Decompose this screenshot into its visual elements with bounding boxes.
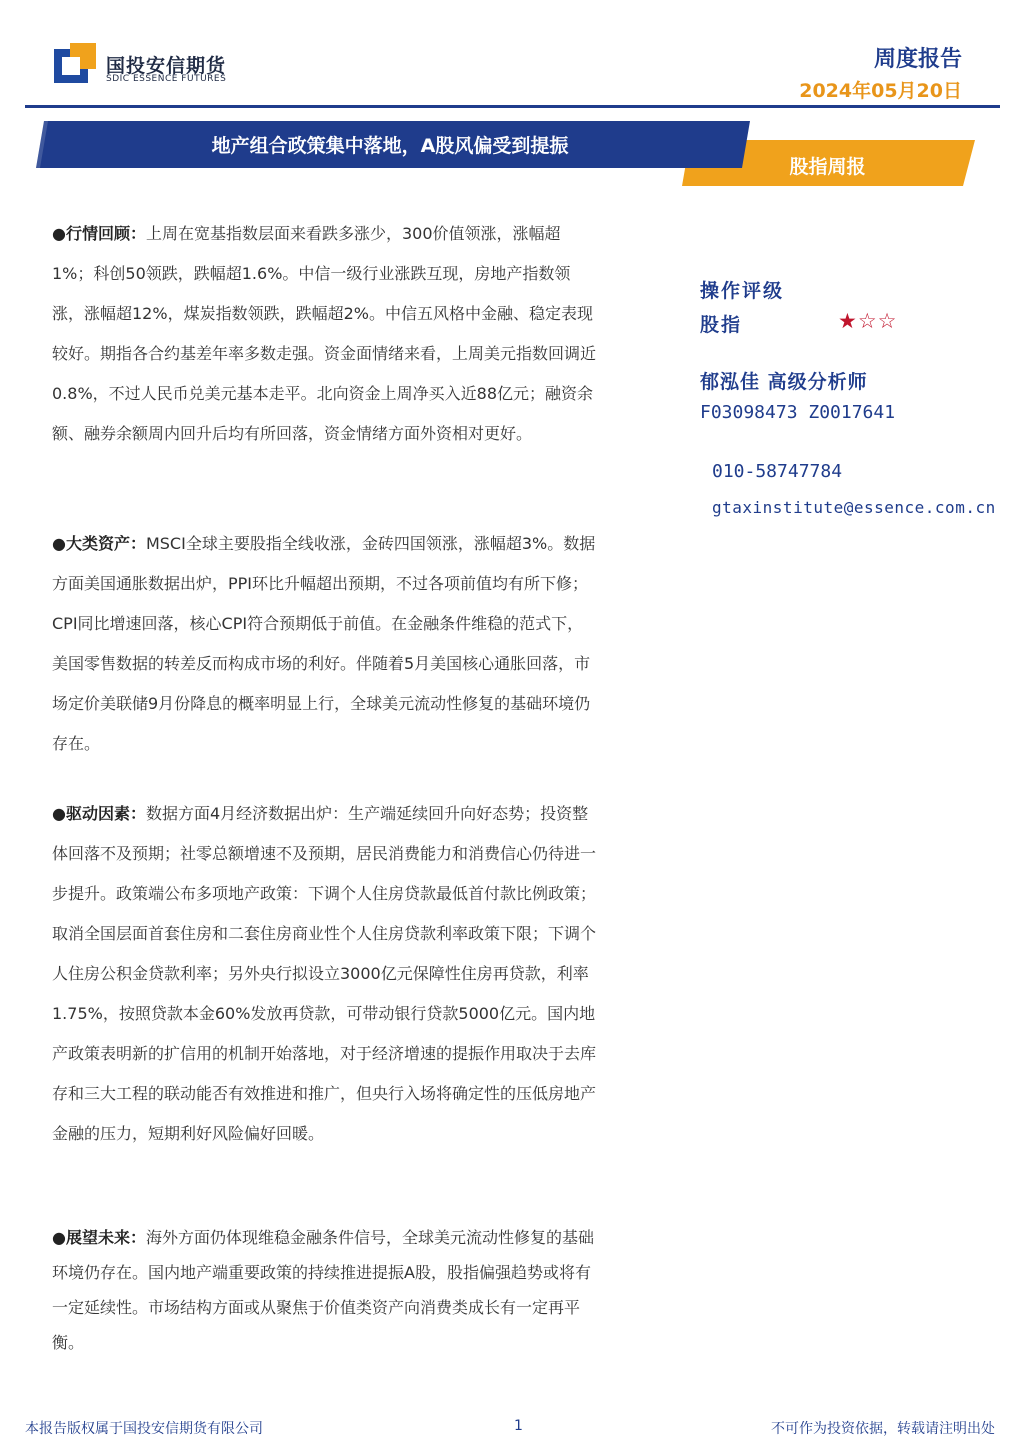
company-logo-icon bbox=[54, 43, 96, 83]
report-type: 周度报告 bbox=[873, 47, 962, 72]
section-body: 数据方面4月经济数据出炉：生产端延续回升向好态势；投资整体回落不及预期；社零总额增速不及预期，居民消费能力和消费信心仍待进一步提升。政策端公布多项地产政策：下调个人住房贷款最低首付款比例政策；取消全国层面首套住房和二套住房商业性个人住房贷款利率政策下限；下调个人住房公积金贷款利率；另外央行拟设立3000亿元保障性住房再贷款，利率1.75%，按照贷款本金60%发放再贷款，可带动银行贷款5000亿元。国内地产政策表明新的扩信用的机制开始落地，对于经济增速的提振作用取决于去库存和三大工程的联动能否有效推进和推广，但央行入场将确定性的压低房地产金融的压力，短期利好风险偏好回暖。 bbox=[52, 804, 597, 1143]
section-market-review bbox=[52, 214, 597, 454]
rating-stars: ★☆☆ bbox=[838, 309, 898, 333]
section-outlook bbox=[52, 1220, 597, 1360]
section-heading: ●展望未来： bbox=[52, 1228, 146, 1247]
section-body: MSCI全球主要股指全线收涨，金砖四国领涨，涨幅超3%。数据方面美国通胀数据出炉，PPI环比升幅超出预期，不过各项前值均有所下修；CPI同比增速回落，核心CPI符合预期低于前值。在金融条件维稳的范式下，美国零售数据的转差反而构成市场的利好。伴随着5月美国核心通胀回落，市场定价美联储9月份降息的概率明显上行，全球美元流动性修复的基础环境仍存在。 bbox=[52, 534, 596, 753]
analyst-name: 郁泓佳 高级分析师 bbox=[700, 371, 868, 393]
report-category-tag: 股指周报 bbox=[789, 156, 866, 178]
section-heading: ●行情回顾： bbox=[52, 224, 146, 243]
index-label: 股指 bbox=[700, 314, 743, 336]
section-major-assets bbox=[52, 524, 597, 764]
rating-label: 操作评级 bbox=[700, 280, 785, 302]
company-name-en: SDIC ESSENCE FUTURES bbox=[106, 74, 227, 84]
analyst-email[interactable]: gtaxinstitute@essence.com.cn bbox=[712, 498, 996, 517]
section-heading: ●大类资产： bbox=[52, 534, 146, 553]
footer-disclaimer: 不可作为投资依据，转载请注明出处 bbox=[771, 1421, 995, 1437]
company-name-cn: 国投安信期货 bbox=[106, 55, 227, 77]
analyst-license: F03098473 Z0017641 bbox=[700, 402, 896, 423]
report-title: 地产组合政策集中落地，A股风偏受到提振 bbox=[211, 135, 569, 157]
footer-copyright: 本报告版权属于国投安信期货有限公司 bbox=[25, 1421, 263, 1437]
section-heading: ●驱动因素： bbox=[52, 804, 146, 823]
page-number: 1 bbox=[514, 1418, 523, 1434]
section-body: 海外方面仍体现维稳金融条件信号，全球美元流动性修复的基础环境仍存在。国内地产端重要政策的持续推进提振A股，股指偏强趋势或将有一定延续性。市场结构方面或从聚焦于价值类资产向消费类成长有一定再平衡。 bbox=[52, 1228, 594, 1352]
section-body: 上周在宽基指数层面来看跌多涨少，300价值领涨，涨幅超1%；科创50领跌，跌幅超1.6%。中信一级行业涨跌互现，房地产指数领涨，涨幅超12%，煤炭指数领跌，跌幅超2%。中信五风格中金融、稳定表现较好。期指各合约基差年率多数走强。资金面情绪来看，上周美元指数回调近0.8%，不过人民币兑美元基本走平。北向资金上周净买入近88亿元；融资余额、融券余额周内回升后均有所回落，资金情绪方面外资相对更好。 bbox=[52, 224, 597, 443]
section-drivers bbox=[52, 794, 597, 1154]
header-divider bbox=[25, 105, 1000, 108]
analyst-phone: 010-58747784 bbox=[712, 461, 843, 482]
report-date: 2024年05月20日 bbox=[799, 80, 962, 102]
